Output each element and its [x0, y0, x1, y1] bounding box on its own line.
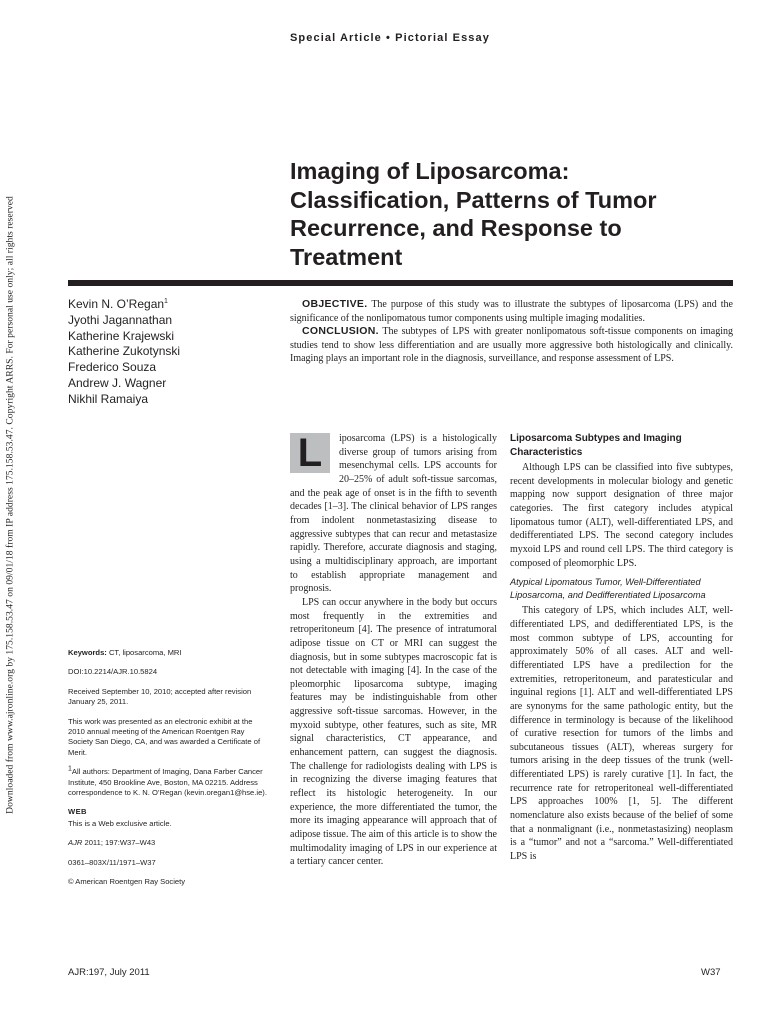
affiliation: $^1$All authors: Department of Imaging, Dana Farber Cancer Institute, 450 Brookline Ave, Boston, MA 02215. Address correspondence to K. N. O’Regan (kevin.oregan1@hse.ie).: [68, 765, 267, 798]
author-name: Kevin N. O’Regan$^1$: [68, 297, 168, 311]
body-paragraph: This category of LPS, which includes ALT, well-differentiated LPS, and dedifferentiated LPS, is the most common subtype of LPS, accounting for approximately 50% of all cases. ALT and well-differentiated LPS have a predilection for the extremities, retroperitoneum, and paratesticular and inguinal regions [1]. ALT and well-differentiated LPS are synonyms for the same pathologic entity, but the difference in terminology is because of the likelihood of curative resection for tumors of the limbs and subcutaneous tissues (ALT), whereas surgery for tumors arising in the deep tissues of the trunk (well-differentiated LPS) is rarely curative [1]. In fact, the recurrence rate for retroperitoneal well-differentiated LPS approaches 100% [1, 5]. The different nomenclature also exists because of the belief of some that a nonmalignant (i.e., nonmetastasizing) neoplasm is a “tumor” and not a “sarcoma.” Well-differentiated LPS is: [510, 605, 733, 863]
conclusion-label: CONCLUSION.: [302, 325, 379, 338]
abstract-objective: [290, 298, 733, 325]
section-label: Special Article • Pictorial Essay: [290, 32, 490, 44]
article-title: Imaging of Liposarcoma: Classification, Patterns of Tumor Recurrence, and Response to Treatment: [290, 158, 657, 270]
copyright: © American Roentgen Ray Society: [68, 877, 186, 887]
title-rule: [68, 280, 733, 286]
abstract-conclusion: [290, 325, 733, 366]
objective-text: The purpose of this study was to illustrate the subtypes of liposarcoma (LPS) and the significance of the nonlipomatous tumor components using multiple imaging modalities.: [290, 299, 733, 324]
author-name: Jyothi Jagannathan: [68, 312, 173, 327]
body-paragraph: LPS can occur anywhere in the body but occurs most frequently in the extremities and retroperitoneum [4]. The presence of intratumoral adipose tissue on CT or MRI can suggest the diagnosis, but in some subtypes macroscopic fat is not detectable with imaging [4]. In the case of the pleomorphic liposarcoma subtype, imaging features may be indistinguishable from other aggressive soft-tissue sarcomas. However, in the myxoid subtype, other features, such as site, MR signal characteristics, CT appearance, and enhancement pattern, can suggest the diagnosis. The challenge for radiologists dealing with LPS is in recognizing the diverse imaging features that reflect its histologic heterogeneity. In our experience, the more differentiated the tumor, the more its imaging appearance will approach that of adipose tissue. The aim of this article is to show the multimodality imaging of LPS in our experience at a tertiary cancer center.: [290, 596, 497, 868]
received-dates: Received September 10, 2010; accepted after revision January 25, 2011.: [68, 686, 252, 707]
download-notice: [2, 180, 18, 830]
author-name: Katherine Zukotynski: [68, 344, 181, 359]
subsection-heading: Atypical Lipomatous Tumor, Well-Differentiated Liposarcoma, and Dedifferentiated Liposarcoma: [510, 577, 706, 601]
objective-label: OBJECTIVE.: [302, 298, 368, 310]
download-notice-text: Downloaded from www.ajronline.org by 175.158.53.47 on 09/01/18 from IP address 175.158.53.47. Copyright ARRS. For personal use only; all rights reserved: [4, 196, 16, 814]
exhibit-note: This work was presented as an electronic exhibit at the 2010 annual meeting of the American Roentgen Ray Society San Diego, CA, and was awarded a Certificate of Merit.: [68, 716, 261, 757]
drop-cap: L: [290, 433, 330, 473]
issn: 0361–803X/11/1971–W37: [68, 857, 156, 867]
web-label: WEB: [68, 807, 87, 817]
web-note: This is a Web exclusive article.: [68, 818, 172, 828]
footnote-mark: 1: [164, 298, 168, 305]
abstract: [290, 298, 733, 366]
author-name: Katherine Krajewski: [68, 328, 175, 343]
body-column-right: [510, 432, 733, 864]
author-name: Nikhil Ramaiya: [68, 391, 149, 406]
doi: DOI:10.2214/AJR.10.5824: [68, 667, 158, 677]
citation: AJR 2011; 197:W37–W43: [68, 838, 156, 848]
page-number: W37: [701, 967, 721, 978]
footer-journal-issue: AJR:197, July 2011: [68, 967, 150, 978]
conclusion-text: The subtypes of LPS with greater nonlipomatous soft-tissue components on imaging studies tend to show less differentiation and are usually more aggressive both histologically and clinically. Imaging plays an important role in the diagnosis, surveillance, and response assessment of LPS.: [290, 326, 733, 365]
author-name: Frederico Souza: [68, 360, 157, 375]
body-column-left: [290, 432, 497, 869]
intro-paragraph: L iposarcoma (LPS) is a histologically diverse group of tumors arising from mesenchymal cells. LPS accounts for 20–25% of adult soft-tissue sarcomas, and the peak age of onset is in the fifth to seventh decades [1–3]. The clinical behavior of LPS ranges from indolent nonmetastasizing disease to aggressive subtypes that can recur and metastasize rapidly. Therefore, accurate diagnosis and staging, using a multidisciplinary approach, are important to establish appropriate management and prognosis.: [290, 431, 497, 595]
body-paragraph: Although LPS can be classified into five subtypes, recent developments in molecular biology and genetic mapping now support designation of three major categories. The first category includes atypical lipomatous tumor (ALT), well-differentiated LPS, and dedifferentiated LPS. The second category includes myxoid LPS and round cell LPS. The third category is composed of pleomorphic LPS.: [510, 462, 733, 569]
section-heading: Liposarcoma Subtypes and Imaging Characteristics: [510, 433, 682, 458]
keywords: Keywords: CT, liposarcoma, MRI: [68, 648, 182, 657]
author-list: [68, 297, 180, 408]
author-name: Andrew J. Wagner: [68, 375, 167, 390]
article-metadata: [68, 648, 268, 897]
